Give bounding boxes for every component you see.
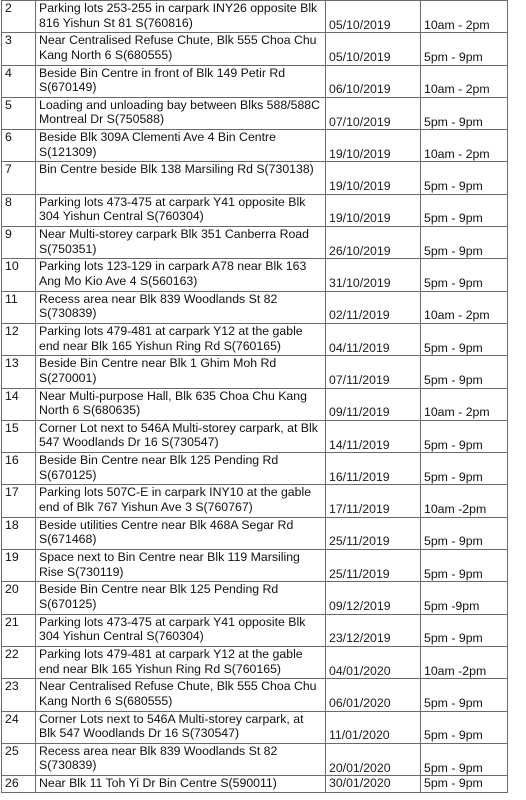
location-cell: Beside Bin Centre in front of Blk 149 Petir Rd S(670149)	[36, 65, 326, 97]
date-cell: 02/11/2019	[326, 291, 421, 323]
date-cell: 23/12/2019	[326, 614, 421, 646]
location-cell: Parking lots 123-129 in carpark A78 near Blk 163 Ang Mo Kio Ave 4 S(560163)	[36, 259, 326, 291]
location-cell: Recess area near Blk 839 Woodlands St 82 S(730839)	[36, 743, 326, 775]
time-cell: 5pm - 9pm	[421, 679, 508, 711]
schedule-table-body	[2, 1, 508, 793]
date-cell: 19/10/2019	[326, 130, 421, 162]
date-cell: 07/10/2019	[326, 97, 421, 129]
time-cell: 5pm - 9pm	[421, 550, 508, 582]
row-number: 17	[2, 485, 36, 517]
location-cell: Parking lots 507C-E in carpark INY10 at the gable end of Blk 767 Yishun Ave 3 S(760767)	[36, 485, 326, 517]
date-cell: 05/10/2019	[326, 1, 421, 33]
table-row	[2, 1, 508, 33]
time-cell: 5pm - 9pm	[421, 227, 508, 259]
date-cell: 16/11/2019	[326, 453, 421, 485]
row-number: 16	[2, 453, 36, 485]
table-row	[2, 291, 508, 323]
time-cell: 10am -2pm	[421, 646, 508, 678]
row-number: 26	[2, 776, 36, 793]
table-row	[2, 453, 508, 485]
location-cell: Beside utilities Centre near Blk 468A Segar Rd S(671468)	[36, 517, 326, 549]
time-cell: 10am - 2pm	[421, 1, 508, 33]
location-cell: Parking lots 479-481 at carpark Y12 at the gable end near Blk 165 Yishun Ring Rd S(760165)	[36, 646, 326, 678]
location-cell: Corner Lots next to 546A Multi-storey carpark, at Blk 547 Woodlands Dr 16 S(730547)	[36, 711, 326, 743]
location-cell: Loading and unloading bay between Blks 588/588C Montreal Dr S(750588)	[36, 97, 326, 129]
date-cell: 04/11/2019	[326, 323, 421, 355]
time-cell: 5pm - 9pm	[421, 33, 508, 65]
date-cell: 14/11/2019	[326, 420, 421, 452]
table-row	[2, 65, 508, 97]
row-number: 10	[2, 259, 36, 291]
time-cell: 5pm - 9pm	[421, 323, 508, 355]
table-row	[2, 259, 508, 291]
row-number: 6	[2, 130, 36, 162]
location-cell: Near Multi-purpose Hall, Blk 635 Choa Chu Kang North 6 S(680635)	[36, 388, 326, 420]
location-cell: Parking lots 253-255 in carpark INY26 opposite Blk 816 Yishun St 81 S(760816)	[36, 1, 326, 33]
date-cell: 05/10/2019	[326, 33, 421, 65]
table-row	[2, 130, 508, 162]
time-cell: 5pm - 9pm	[421, 743, 508, 775]
time-cell: 10am - 2pm	[421, 130, 508, 162]
table-row	[2, 388, 508, 420]
row-number: 15	[2, 420, 36, 452]
date-cell: 19/10/2019	[326, 194, 421, 226]
table-row	[2, 776, 508, 793]
date-cell: 06/01/2020	[326, 679, 421, 711]
date-cell: 20/01/2020	[326, 743, 421, 775]
table-row	[2, 550, 508, 582]
row-number: 9	[2, 227, 36, 259]
table-row	[2, 356, 508, 388]
time-cell: 5pm - 9pm	[421, 453, 508, 485]
time-cell: 5pm - 9pm	[421, 97, 508, 129]
table-row	[2, 227, 508, 259]
date-cell: 07/11/2019	[326, 356, 421, 388]
location-cell: Recess area near Blk 839 Woodlands St 82 S(730839)	[36, 291, 326, 323]
location-cell: Near Blk 11 Toh Yi Dr Bin Centre S(590011)	[36, 776, 326, 793]
row-number: 13	[2, 356, 36, 388]
row-number: 14	[2, 388, 36, 420]
time-cell: 5pm - 9pm	[421, 711, 508, 743]
time-cell: 10am - 2pm	[421, 291, 508, 323]
schedule-table	[1, 0, 508, 793]
row-number: 24	[2, 711, 36, 743]
location-cell: Beside Blk 309A Clementi Ave 4 Bin Centre S(121309)	[36, 130, 326, 162]
date-cell: 06/10/2019	[326, 65, 421, 97]
date-cell: 09/12/2019	[326, 582, 421, 614]
table-row	[2, 194, 508, 226]
date-cell: 04/01/2020	[326, 646, 421, 678]
date-cell: 25/11/2019	[326, 517, 421, 549]
location-cell: Near Centralised Refuse Chute, Blk 555 Choa Chu Kang North 6 S(680555)	[36, 679, 326, 711]
time-cell: 5pm - 9pm	[421, 162, 508, 194]
time-cell: 10am - 2pm	[421, 65, 508, 97]
time-cell: 5pm -9pm	[421, 582, 508, 614]
row-number: 21	[2, 614, 36, 646]
row-number: 19	[2, 550, 36, 582]
row-number: 23	[2, 679, 36, 711]
location-cell: Beside Bin Centre near Blk 1 Ghim Moh Rd S(270001)	[36, 356, 326, 388]
date-cell: 11/01/2020	[326, 711, 421, 743]
location-cell: Near Multi-storey carpark Blk 351 Canberra Road S(750351)	[36, 227, 326, 259]
table-row	[2, 614, 508, 646]
table-row	[2, 582, 508, 614]
row-number: 5	[2, 97, 36, 129]
row-number: 11	[2, 291, 36, 323]
date-cell: 19/10/2019	[326, 162, 421, 194]
table-row	[2, 420, 508, 452]
date-cell: 09/11/2019	[326, 388, 421, 420]
location-cell: Corner Lot next to 546A Multi-storey carpark, at Blk 547 Woodlands Dr 16 S(730547)	[36, 420, 326, 452]
row-number: 3	[2, 33, 36, 65]
location-cell: Parking lots 473-475 at carpark Y41 opposite Blk 304 Yishun Central S(760304)	[36, 194, 326, 226]
time-cell: 10am - 2pm	[421, 388, 508, 420]
row-number: 4	[2, 65, 36, 97]
location-cell: Bin Centre beside Blk 138 Marsiling Rd S(730138)	[36, 162, 326, 194]
row-number: 20	[2, 582, 36, 614]
table-row	[2, 711, 508, 743]
row-number: 7	[2, 162, 36, 194]
table-row	[2, 323, 508, 355]
time-cell: 5pm - 9pm	[421, 356, 508, 388]
location-cell: Near Centralised Refuse Chute, Blk 555 Choa Chu Kang North 6 S(680555)	[36, 33, 326, 65]
row-number: 8	[2, 194, 36, 226]
time-cell: 5pm - 9pm	[421, 194, 508, 226]
time-cell: 5pm - 9pm	[421, 614, 508, 646]
location-cell: Beside Bin Centre near Blk 125 Pending Rd S(670125)	[36, 453, 326, 485]
time-cell: 5pm - 9pm	[421, 259, 508, 291]
table-row	[2, 679, 508, 711]
date-cell: 30/01/2020	[326, 776, 421, 793]
table-row	[2, 162, 508, 194]
table-row	[2, 97, 508, 129]
time-cell: 5pm - 9pm	[421, 517, 508, 549]
table-row	[2, 646, 508, 678]
location-cell: Parking lots 479-481 at carpark Y12 at the gable end near Blk 165 Yishun Ring Rd S(760165)	[36, 323, 326, 355]
location-cell: Beside Bin Centre near Blk 125 Pending Rd S(670125)	[36, 582, 326, 614]
date-cell: 17/11/2019	[326, 485, 421, 517]
time-cell: 5pm - 9pm	[421, 420, 508, 452]
row-number: 22	[2, 646, 36, 678]
location-cell: Parking lots 473-475 at carpark Y41 opposite Blk 304 Yishun Central S(760304)	[36, 614, 326, 646]
row-number: 2	[2, 1, 36, 33]
time-cell: 10am -2pm	[421, 485, 508, 517]
row-number: 25	[2, 743, 36, 775]
time-cell: 5pm - 9pm	[421, 776, 508, 793]
table-row	[2, 485, 508, 517]
row-number: 12	[2, 323, 36, 355]
table-row	[2, 743, 508, 775]
date-cell: 26/10/2019	[326, 227, 421, 259]
date-cell: 25/11/2019	[326, 550, 421, 582]
location-cell: Space next to Bin Centre near Blk 119 Marsiling Rise S(730119)	[36, 550, 326, 582]
table-row	[2, 517, 508, 549]
row-number: 18	[2, 517, 36, 549]
date-cell: 31/10/2019	[326, 259, 421, 291]
table-row	[2, 33, 508, 65]
